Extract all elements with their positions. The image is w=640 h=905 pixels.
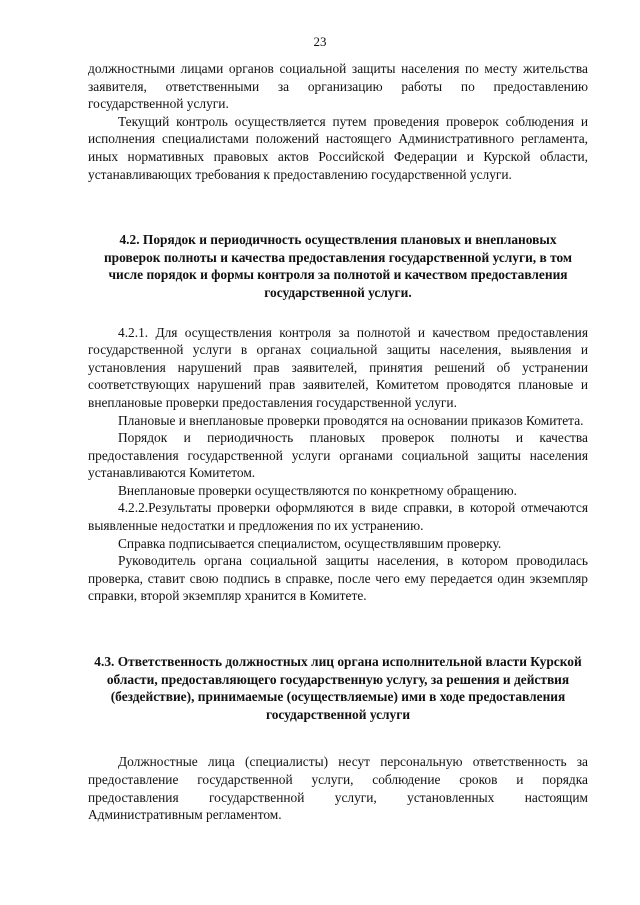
section-heading-4-2: 4.2. Порядок и периодичность осуществления плановых и внеплановых проверок полноты и качества предоставления государственной услуги, в том числе порядок и формы контроля за полнотой и качеством предоставления государственной услуги. xyxy=(103,232,573,300)
paragraph: должностными лицами органов социальной защиты населения по месту жительства заявителя, ответственными за организацию работы по предоставлению государственной услуги. xyxy=(88,61,588,112)
paragraph: Руководитель органа социальной защиты населения, в котором проводилась проверка, ставит свою подпись в справке, после чего ему передается один экземпляр справки, второй экземпляр хранится в Комитете. xyxy=(88,553,588,604)
paragraph: Текущий контроль осуществляется путем проведения проверок соблюдения и исполнения специалистами положений настоящего Административного регламента, иных нормативных правовых актов Российской Федерации и Курской области, устанавливающих требования к предоставлению государственной услуги. xyxy=(88,113,588,182)
paragraph: Справка подписывается специалистом, осуществлявшим проверку. xyxy=(118,535,502,551)
paragraph: Должностные лица (специалисты) несут персональную ответственность за предоставление государственной услуги, соблюдение сроков и порядка предоставления государственной услуги, установленных настоящим Административным регламентом. xyxy=(88,754,588,823)
paragraph: 4.2.1. Для осуществления контроля за полнотой и качеством предоставления государственной услуги в органах социальной защиты населения, выявления и установления нарушений прав заявителей, принятия решений об устранении соответствующих нарушений прав заявителей, Комитетом проводятся плановые и внеплановые проверки предоставления государственной услуги. xyxy=(88,324,588,410)
paragraph: Плановые и внеплановые проверки проводятся на основании приказов Комитета. xyxy=(118,412,584,428)
paragraph: Внеплановые проверки осуществляются по конкретному обращению. xyxy=(118,482,518,498)
document-body xyxy=(88,60,588,824)
page-number: 23 xyxy=(313,34,327,49)
paragraph: 4.2.2.Результаты проверки оформляются в виде справки, в которой отмечаются выявленные недостатки и предложения по их устранению. xyxy=(88,500,588,534)
paragraph: Порядок и периодичность плановых проверок полноты и качества предоставления государственной услуги органами социальной защиты населения устанавливаются Комитетом. xyxy=(88,430,588,481)
section-heading-4-3: 4.3. Ответственность должностных лиц органа исполнительной власти Курской области, предоставляющего государственную услугу, за решения и действия (бездействие), принимаемые (осуществляемые) ими в ходе предоставления государственной услуги xyxy=(94,654,582,722)
